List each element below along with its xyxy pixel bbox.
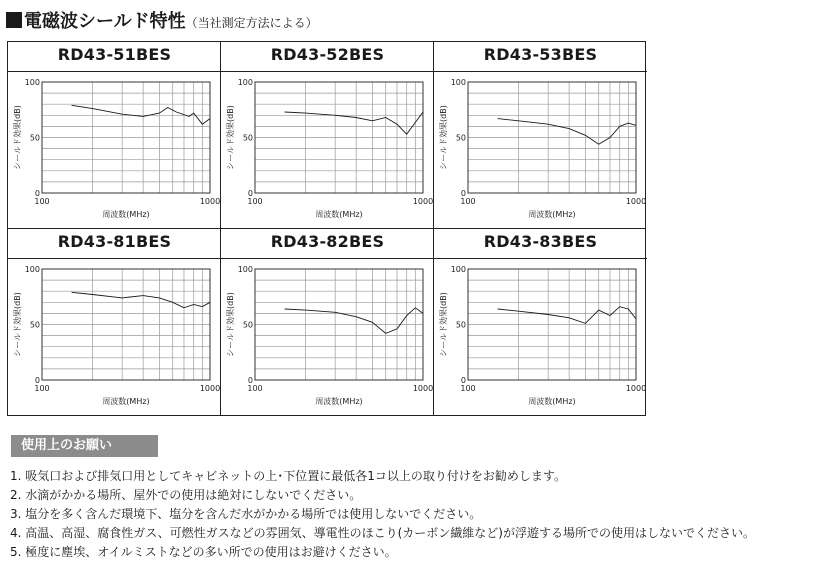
usage-notes: [10, 467, 755, 562]
chart-title: RD43-53BES: [483, 45, 598, 64]
section-heading: [6, 7, 318, 33]
chart-panel: [221, 229, 434, 416]
y-axis-label: シールド効果(dB): [13, 105, 22, 170]
y-tick-label: 0: [34, 189, 40, 198]
chart-title: RD43-51BES: [57, 45, 172, 64]
section-title: 電磁波シールド特性: [24, 11, 186, 32]
y-tick-label: 100: [450, 78, 466, 87]
chart-panel: [8, 42, 221, 229]
usage-note: 1. 吸気口および排気口用としてキャビネットの上･下位置に最低各1コ以上の取り付けをお勧めします。: [10, 469, 566, 483]
chart-panel: [8, 229, 221, 416]
chart-grid: [7, 41, 646, 416]
x-tick-label: 100: [460, 197, 476, 206]
x-tick-label: 1000: [625, 384, 647, 393]
y-axis-label: シールド効果(dB): [226, 292, 235, 357]
chart-plot: [221, 72, 434, 228]
x-tick-label: 100: [247, 197, 263, 206]
y-tick-label: 100: [24, 265, 40, 274]
x-tick-label: 100: [247, 384, 263, 393]
y-tick-label: 50: [29, 133, 40, 143]
chart-title: RD43-52BES: [270, 45, 385, 64]
y-tick-label: 0: [247, 376, 253, 385]
chart-title: RD43-82BES: [270, 232, 385, 251]
x-axis-label: 周波数(MHz): [528, 397, 576, 406]
usage-note: 3. 塩分を多く含んだ環境下、塩分を含んだ水がかかる場所では使用しないでください。: [10, 507, 482, 521]
y-tick-label: 100: [237, 265, 253, 274]
y-tick-label: 0: [247, 189, 253, 198]
x-axis-label: 周波数(MHz): [528, 210, 576, 219]
chart-panel: [434, 42, 647, 229]
chart-panel: [221, 42, 434, 229]
x-axis-label: 周波数(MHz): [102, 397, 150, 406]
chart-plot: [8, 259, 221, 415]
y-axis-label: シールド効果(dB): [439, 105, 448, 170]
x-tick-label: 1000: [412, 197, 434, 206]
x-tick-label: 1000: [412, 384, 434, 393]
x-axis-label: 周波数(MHz): [315, 397, 363, 406]
y-axis-label: シールド効果(dB): [226, 105, 235, 170]
y-axis-label: シールド効果(dB): [439, 292, 448, 357]
x-axis-label: 周波数(MHz): [315, 210, 363, 219]
chart-plot: [221, 259, 434, 415]
x-tick-label: 100: [460, 384, 476, 393]
chart-title: RD43-83BES: [483, 232, 598, 251]
y-tick-label: 100: [450, 265, 466, 274]
usage-note: 5. 極度に塵埃、オイルミストなどの多い所での使用はお避けください。: [10, 545, 397, 559]
x-axis-label: 周波数(MHz): [102, 210, 150, 219]
y-tick-label: 0: [460, 376, 466, 385]
chart-plot: [8, 72, 221, 228]
x-tick-label: 100: [34, 384, 50, 393]
x-tick-label: 100: [34, 197, 50, 206]
y-tick-label: 0: [34, 376, 40, 385]
y-tick-label: 50: [455, 320, 466, 330]
y-axis-label: シールド効果(dB): [13, 292, 22, 357]
chart-panel: [434, 229, 647, 416]
x-tick-label: 1000: [199, 197, 221, 206]
x-tick-label: 1000: [199, 384, 221, 393]
usage-note: 2. 水滴がかかる場所、屋外での使用は絶対にしないでください。: [10, 488, 362, 502]
y-tick-label: 100: [237, 78, 253, 87]
chart-title: RD43-81BES: [57, 232, 172, 251]
section-subtitle: （当社測定方法による）: [185, 16, 318, 30]
usage-note: 4. 高温、高湿、腐食性ガス、可燃性ガスなどの雰囲気、導電性のほこり(カーボン繊維など)が浮遊する場所での使用はしないでください。: [10, 526, 755, 540]
y-tick-label: 50: [29, 320, 40, 330]
y-tick-label: 100: [24, 78, 40, 87]
y-tick-label: 50: [242, 133, 253, 143]
black-square-icon: [6, 12, 22, 28]
y-tick-label: 50: [242, 320, 253, 330]
y-tick-label: 50: [455, 133, 466, 143]
chart-plot: [434, 259, 647, 415]
x-tick-label: 1000: [625, 197, 647, 206]
y-tick-label: 0: [460, 189, 466, 198]
chart-plot: [434, 72, 647, 228]
usage-label: 使用上のお願い: [11, 435, 158, 457]
